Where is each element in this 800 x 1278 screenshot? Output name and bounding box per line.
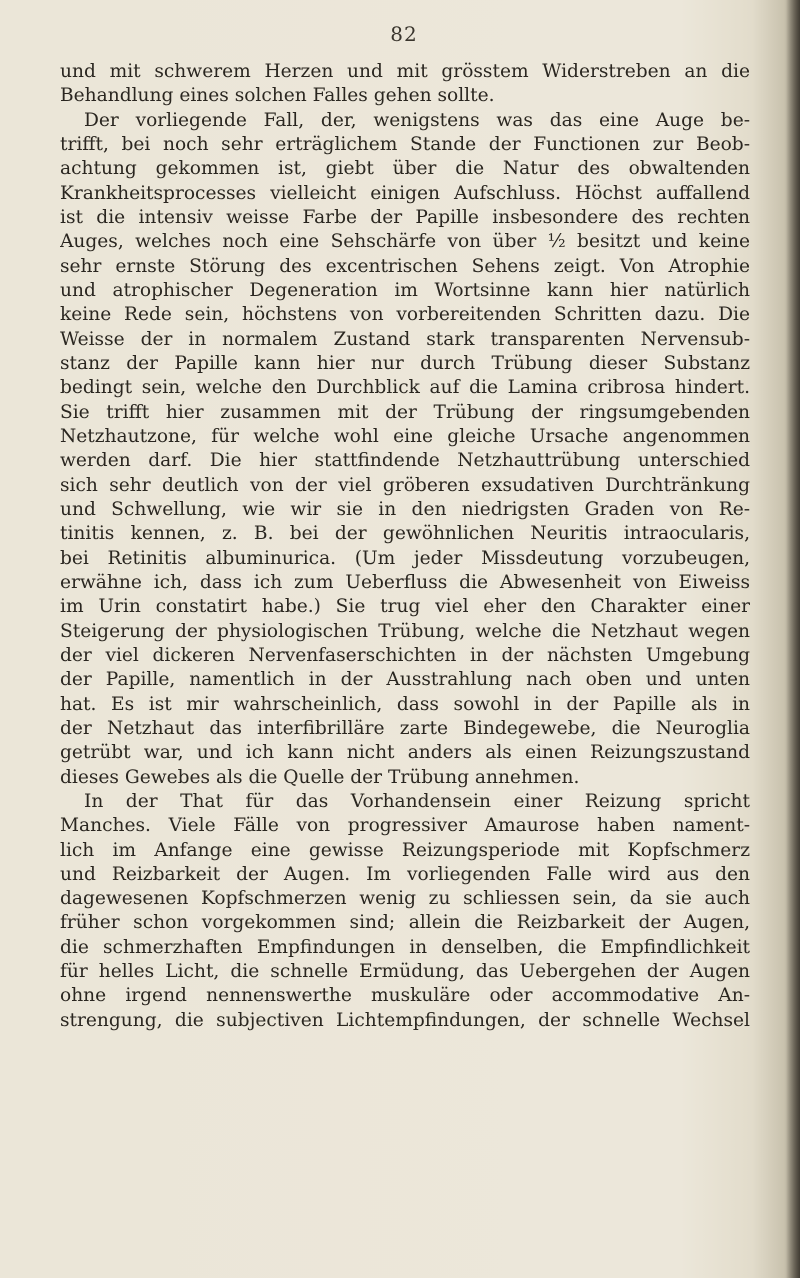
- text-line: Behandlung eines solchen Falles gehen sollte.: [60, 85, 495, 107]
- text-line: Weisse der in normalem Zustand stark transparenten Nervensub-: [60, 328, 750, 350]
- text-line: hat. Es ist mir wahrscheinlich, dass sowohl in der Papille als in: [60, 693, 750, 715]
- text-line: und Schwellung, wie wir sie in den niedrigsten Graden von Re-: [60, 498, 750, 520]
- text-line: achtung gekommen ist, giebt über die Natur des obwaltenden: [60, 158, 750, 180]
- text-line: erwähne ich, dass ich zum Ueberfluss die Abwesenheit von Eiweiss: [60, 571, 750, 593]
- body-text: [60, 60, 750, 1033]
- text-line: ist die intensiv weisse Farbe der Papille insbesondere des rechten: [60, 206, 750, 228]
- text-line: bedingt sein, welche den Durchblick auf die Lamina cribrosa hindert.: [60, 377, 750, 399]
- text-line: der Papille, namentlich in der Ausstrahlung nach oben und unten: [60, 669, 750, 691]
- text-line: getrübt war, und ich kann nicht anders als einen Reizungszustand: [60, 742, 750, 764]
- text-line: tinitis kennen, z. B. bei der gewöhnlichen Neuritis intraocularis,: [60, 523, 750, 545]
- text-line: und mit schwerem Herzen und mit grösstem Widerstreben an die: [60, 61, 750, 82]
- text-line: für helles Licht, die schnelle Ermüdung, das Uebergehen der Augen: [60, 961, 750, 983]
- text-line: trifft, bei noch sehr erträglichem Stande der Functionen zur Beob-: [60, 133, 750, 155]
- page-edge-shadow: [786, 0, 800, 1278]
- text-line: Krankheitsprocesses vielleicht einigen Aufschluss. Höchst auffallend: [60, 182, 750, 204]
- text-line: die schmerzhaften Empfindungen in denselben, die Empfindlichkeit: [60, 936, 750, 958]
- text-line: und atrophischer Degeneration im Wortsinne kann hier natürlich: [60, 279, 750, 301]
- text-line: ohne irgend nennenswerthe muskuläre oder accommodative An-: [60, 985, 750, 1007]
- text-line: und Reizbarkeit der Augen. Im vorliegenden Falle wird aus den: [60, 863, 750, 885]
- text-line: Sie trifft hier zusammen mit der Trübung der ringsumgebenden: [60, 401, 750, 423]
- text-line: dieses Gewebes als die Quelle der Trübung annehmen.: [60, 766, 580, 788]
- text-line: Der vorliegende Fall, der, wenigstens was das eine Auge be-: [84, 109, 750, 131]
- text-line: der viel dickeren Nervenfaserschichten in der nächsten Umgebung: [60, 644, 750, 666]
- text-line: Manches. Viele Fälle von progressiver Amaurose haben nament-: [60, 815, 750, 837]
- text-line: der Netzhaut das interfibrilläre zarte Bindegewebe, die Neuroglia: [60, 717, 750, 739]
- text-line: dagewesenen Kopfschmerzen wenig zu schliessen sein, da sie auch: [60, 888, 750, 910]
- text-line: lich im Anfange eine gewisse Reizungsperiode mit Kopfschmerz: [60, 839, 750, 861]
- text-line: Steigerung der physiologischen Trübung, welche die Netzhaut wegen: [60, 620, 750, 642]
- text-line: früher schon vorgekommen sind; allein die Reizbarkeit der Augen,: [60, 912, 750, 934]
- text-line: im Urin constatirt habe.) Sie trug viel eher den Charakter einer: [60, 596, 750, 618]
- text-line: bei Retinitis albuminurica. (Um jeder Missdeutung vorzubeugen,: [60, 547, 750, 569]
- text-line: sich sehr deutlich von der viel gröberen exsudativen Durchtränkung: [60, 474, 750, 496]
- text-line: Auges, welches noch eine Sehschärfe von über ½ besitzt und keine: [60, 231, 750, 253]
- text-line: sehr ernste Störung des excentrischen Sehens zeigt. Von Atrophie: [60, 255, 750, 277]
- text-line: keine Rede sein, höchstens von vorbereitenden Schritten dazu. Die: [60, 304, 750, 326]
- text-line: strengung, die subjectiven Lichtempfindungen, der schnelle Wechsel: [60, 1009, 750, 1031]
- text-line: stanz der Papille kann hier nur durch Trübung dieser Substanz: [60, 352, 750, 374]
- text-line: Netzhautzone, für welche wohl eine gleiche Ursache angenommen: [60, 425, 750, 447]
- text-line: werden darf. Die hier stattfindende Netzhauttrübung unterschied: [60, 450, 750, 472]
- text-line: In der That für das Vorhandensein einer Reizung spricht: [84, 790, 750, 812]
- page-number: 82: [390, 22, 418, 46]
